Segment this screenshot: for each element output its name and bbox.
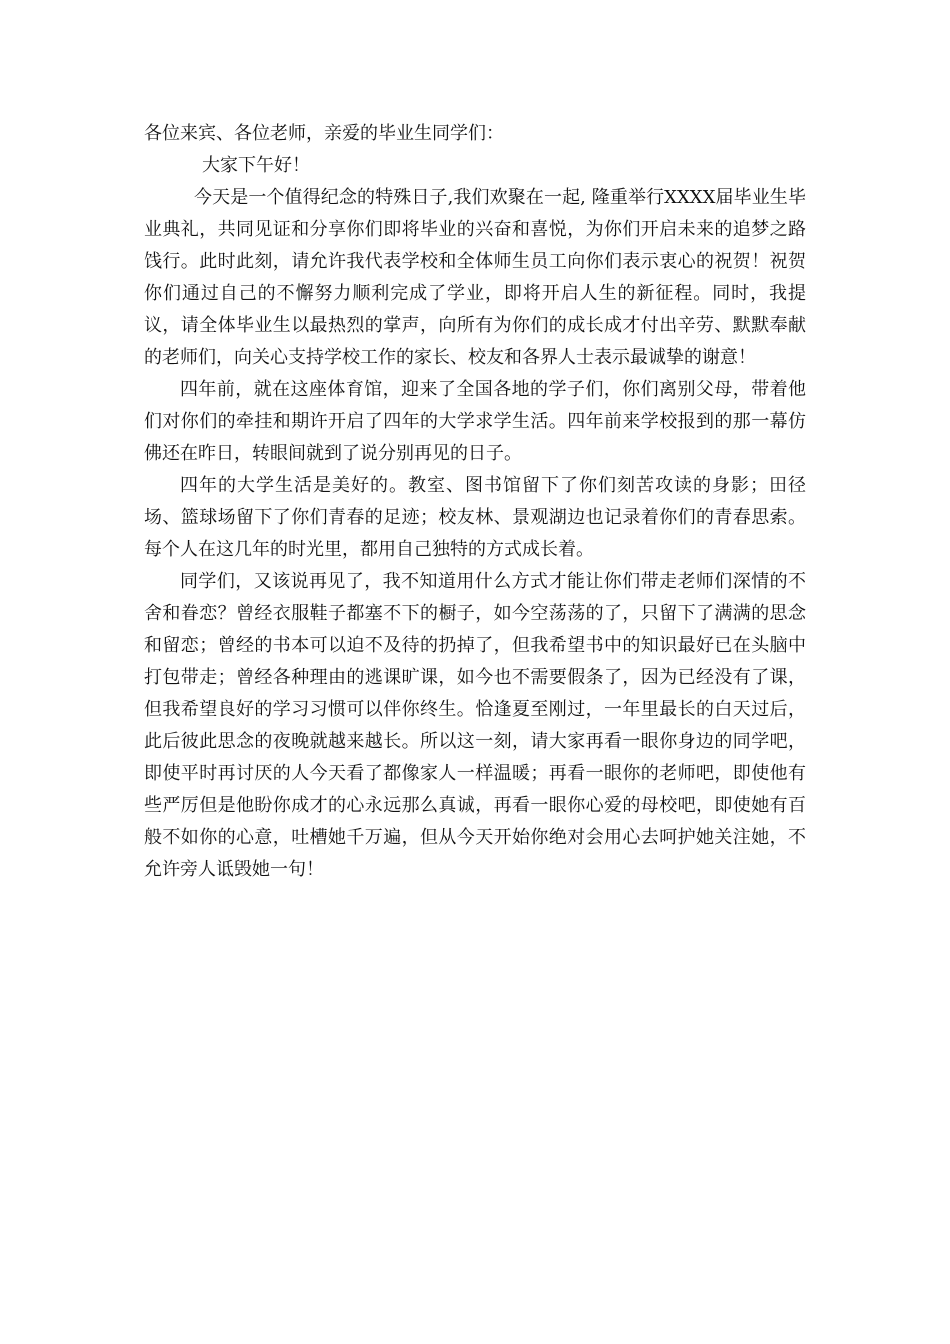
paragraph-opening: 今天是一个值得纪念的特殊日子,我们欢聚在一起, 隆重举行XXXX届毕业生毕业典礼，共同见证和分享你们即将毕业的兴奋和喜悦，为你们开启未来的追梦之路饯行。此时此刻，请允许我代表学校和全体师生员工向你们表示衷心的祝贺！祝贺你们通过自己的不懈努力顺利完成了学业，即将开启人生的新征程。同时，我提议，请全体毕业生以最热烈的掌声，向所有为你们的成长成才付出辛劳、默默奉献的老师们，向关心支持学校工作的家长、校友和各界人士表示最诚挚的谢意！ bbox=[144, 187, 806, 368]
paragraph-four-years-ago: 四年前，就在这座体育馆，迎来了全国各地的学子们，你们离别父母，带着他们对你们的牵挂和期许开启了四年的大学求学生活。四年前来学校报到的那一幕仿佛还在昨日，转眼间就到了说分别再见的日子。 bbox=[144, 379, 806, 464]
speech-body bbox=[144, 118, 806, 886]
greeting-line: 大家下午好！ bbox=[202, 155, 310, 176]
salutation-line: 各位来宾、各位老师，亲爱的毕业生同学们： bbox=[144, 123, 504, 144]
paragraph-farewell: 同学们，又该说再见了，我不知道用什么方式才能让你们带走老师们深情的不舍和眷恋？曾经衣服鞋子都塞不下的橱子，如今空荡荡的了，只留下了满满的思念和留恋；曾经的书本可以迫不及待的扔掉了，但我希望书中的知识最好已在头脑中打包带走；曾经各种理由的逃课旷课，如今也不需要假条了，因为已经没有了课，但我希望良好的学习习惯可以伴你终生。恰逢夏至刚过，一年里最长的白天过后，此后彼此思念的夜晚就越来越长。所以这一刻，请大家再看一眼你身边的同学吧，即使平时再讨厌的人今天看了都像家人一样温暖；再看一眼你的老师吧，即使他有些严厉但是他盼你成才的心永远那么真诚，再看一眼你心爱的母校吧，即使她有百般不如你的心意，吐槽她千万遍，但从今天开始你绝对会用心去呵护她关注她，不允许旁人诋毁她一句！ bbox=[144, 571, 806, 880]
paragraph-university-life: 四年的大学生活是美好的。教室、图书馆留下了你们刻苦攻读的身影；田径场、篮球场留下了你们青春的足迹；校友林、景观湖边也记录着你们的青春思索。每个人在这几年的时光里，都用自己独特的方式成长着。 bbox=[144, 475, 806, 560]
